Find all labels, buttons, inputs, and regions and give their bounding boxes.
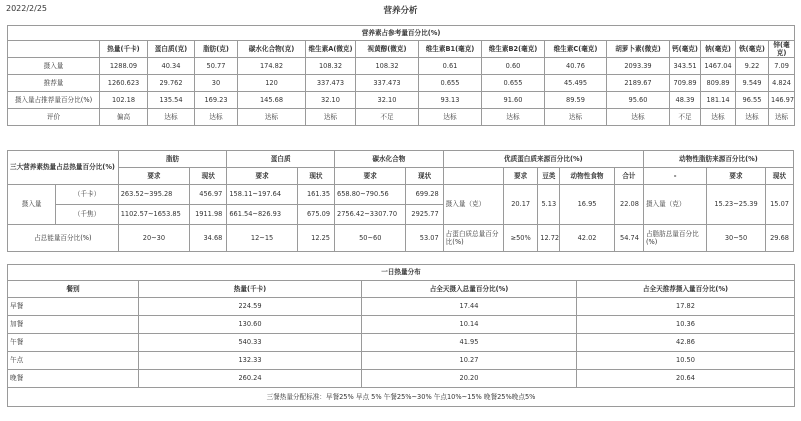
nutrient-value-cell: 达标	[306, 109, 356, 126]
animal-pct-req: 30~50	[707, 225, 765, 252]
meal-header-row	[8, 281, 795, 298]
nutrient-value-cell: 0.655	[419, 75, 482, 92]
meal-distribution-table	[7, 264, 795, 407]
meal-value-cell: 42.86	[577, 334, 795, 352]
nutrient-value-cell: 不足	[356, 109, 419, 126]
meal-value-cell: 540.33	[139, 334, 362, 352]
table-row	[8, 370, 795, 388]
blank-header	[443, 168, 503, 185]
nutrient-value-cell: 809.89	[701, 75, 736, 92]
nutrient-value-cell: 达标	[607, 109, 670, 126]
intake-label: 摄入量	[8, 185, 56, 225]
nutrient-value-cell: 50.77	[195, 58, 238, 75]
page-title: 营养分析	[383, 6, 418, 16]
quality-pct-animal: 42.02	[560, 225, 614, 252]
nutrient-value-cell: 1288.09	[100, 58, 148, 75]
nutrient-col-header: 维生素B1(毫克)	[419, 41, 482, 58]
table-row	[8, 334, 795, 352]
protein-pct-req: 12~15	[227, 225, 297, 252]
current-header: 现状	[297, 168, 334, 185]
meal-value-cell: 17.44	[362, 298, 577, 316]
nutrient-col-header: 热量(千卡)	[100, 41, 148, 58]
nutrient-col-header: 蛋白质(克)	[148, 41, 195, 58]
protein-pct-cur: 12.25	[297, 225, 334, 252]
requirement-header: 要求	[227, 168, 297, 185]
nutrient-value-cell: 120	[238, 75, 306, 92]
nutrient-col-header: 脂肪(克)	[195, 41, 238, 58]
row-label: 摄入量	[8, 58, 100, 75]
meal-value-cell: 20.64	[577, 370, 795, 388]
requirement-header: 要求	[335, 168, 406, 185]
nutrient-value-cell: 108.32	[306, 58, 356, 75]
nutrient-value-cell: 0.60	[482, 58, 545, 75]
animal-intake-label: 摄入量（克）	[643, 185, 706, 225]
nutrient-value-cell: 30	[195, 75, 238, 92]
nutrient-value-cell: 达标	[545, 109, 607, 126]
nutrient-value-cell: 7.09	[769, 58, 795, 75]
animal-pct-cur: 29.68	[765, 225, 793, 252]
quality-col-header: 动物性食物	[560, 168, 614, 185]
nutrient-col-header: 胡萝卜素(微克)	[607, 41, 670, 58]
nutrient-value-cell: 93.13	[419, 92, 482, 109]
meal-col-header: 占全天推荐摄入量百分比(%)	[577, 281, 795, 298]
protein-kj-req: 661.54~826.93	[227, 205, 297, 225]
corner-cell	[8, 41, 100, 58]
fat-kj-cur: 1911.98	[190, 205, 227, 225]
nutrient-value-cell: 89.59	[545, 92, 607, 109]
nutrient-col-header: 锌(毫克)	[769, 41, 795, 58]
nutrient-value-cell: 4.824	[769, 75, 795, 92]
quality-intake-animal: 16.95	[560, 185, 614, 225]
nutrient-col-header: 碳水化合物(克)	[238, 41, 306, 58]
carb-pct-cur: 53.07	[406, 225, 443, 252]
nutrient-value-cell: 29.762	[148, 75, 195, 92]
nutrient-value-cell: 181.14	[701, 92, 736, 109]
meal-value-cell: 10.27	[362, 352, 577, 370]
animal-col-header: 现状	[765, 168, 793, 185]
meal-value-cell: 17.82	[577, 298, 795, 316]
quality-col-header: 豆类	[538, 168, 560, 185]
quality-pct-label: 占蛋白质总量百分比(%)	[443, 225, 503, 252]
nutrient-table-title: 营养素占参考量百分比(%)	[8, 26, 795, 41]
current-header: 现状	[190, 168, 227, 185]
fat-pct-req: 20~30	[118, 225, 189, 252]
meal-name: 加餐	[8, 316, 139, 334]
nutrient-col-header: 维生素C(毫克)	[545, 41, 607, 58]
row-label: 摄入量占推荐量百分比(%)	[8, 92, 100, 109]
protein-kcal-cur: 161.35	[297, 185, 334, 205]
current-header: 现状	[406, 168, 443, 185]
macro-energy-table	[7, 150, 794, 252]
quality-pct-total: 54.74	[614, 225, 643, 252]
nutrient-value-cell: 91.60	[482, 92, 545, 109]
table-row	[8, 109, 795, 126]
nutrient-value-cell: 169.23	[195, 92, 238, 109]
nutrient-value-cell: 达标	[769, 109, 795, 126]
quality-intake-beans: 5.13	[538, 185, 560, 225]
meal-value-cell: 224.59	[139, 298, 362, 316]
nutrient-value-cell: 达标	[482, 109, 545, 126]
nutrient-value-cell: 偏高	[100, 109, 148, 126]
carb-kcal-cur: 699.28	[406, 185, 443, 205]
nutrient-col-header: 视黄醇(微克)	[356, 41, 419, 58]
fat-pct-cur: 34.68	[190, 225, 227, 252]
nutrient-value-cell: 709.89	[670, 75, 701, 92]
nutrient-reference-table	[7, 25, 795, 126]
macro-corner-label: 三大营养素热量占总热量百分比(%)	[8, 151, 119, 185]
quality-pct-req: ≥50%	[504, 225, 538, 252]
nutrient-value-cell: 1467.04	[701, 58, 736, 75]
nutrient-value-cell: 2189.67	[607, 75, 670, 92]
nutrient-value-cell: 达标	[419, 109, 482, 126]
nutrient-value-cell: 337.473	[306, 75, 356, 92]
quality-intake-req: 20.17	[504, 185, 538, 225]
nutrient-value-cell: 48.39	[670, 92, 701, 109]
nutrient-value-cell: 145.68	[238, 92, 306, 109]
meal-name: 午餐	[8, 334, 139, 352]
carb-pct-req: 50~60	[335, 225, 406, 252]
carb-kcal-req: 658.80~790.56	[335, 185, 406, 205]
nutrient-value-cell: 达标	[195, 109, 238, 126]
nutrient-value-cell: 102.18	[100, 92, 148, 109]
meal-value-cell: 10.50	[577, 352, 795, 370]
animal-intake-cur: 15.07	[765, 185, 793, 225]
kj-unit: （千焦）	[56, 205, 118, 225]
protein-header: 蛋白质	[227, 151, 335, 168]
table-row	[8, 298, 795, 316]
nutrient-value-cell: 40.76	[545, 58, 607, 75]
animal-intake-req: 15.23~25.39	[707, 185, 765, 225]
meal-col-header: 热量(千卡)	[139, 281, 362, 298]
meal-name: 晚餐	[8, 370, 139, 388]
nutrient-value-cell: 146.97	[769, 92, 795, 109]
table-row	[8, 75, 795, 92]
animal-col-header: 要求	[707, 168, 765, 185]
nutrient-col-header: 维生素A(微克)	[306, 41, 356, 58]
meal-value-cell: 130.60	[139, 316, 362, 334]
table-row	[8, 58, 795, 75]
fat-kj-req: 1102.57~1653.85	[118, 205, 189, 225]
nutrient-value-cell: 174.82	[238, 58, 306, 75]
meal-col-header: 占全天摄入总量百分比(%)	[362, 281, 577, 298]
quality-intake-label: 摄入量（克）	[443, 185, 503, 225]
row-label: 评价	[8, 109, 100, 126]
nutrient-col-header: 铁(毫克)	[736, 41, 769, 58]
quality-col-header: 合计	[614, 168, 643, 185]
quality-pct-beans: 12.72	[538, 225, 560, 252]
nutrient-value-cell: 达标	[701, 109, 736, 126]
meal-value-cell: 260.24	[139, 370, 362, 388]
carb-kj-req: 2756.42~3307.70	[335, 205, 406, 225]
nutrient-value-cell: 2093.39	[607, 58, 670, 75]
nutrient-value-cell: 95.60	[607, 92, 670, 109]
report-date: 2022/2/25	[6, 4, 48, 13]
meal-value-cell: 132.33	[139, 352, 362, 370]
nutrient-value-cell: 32.10	[356, 92, 419, 109]
meal-value-cell: 10.14	[362, 316, 577, 334]
meal-value-cell: 20.20	[362, 370, 577, 388]
energy-pct-label: 占总能量百分比(%)	[8, 225, 119, 252]
animal-pct-label: 占脂肪总量百分比(%)	[643, 225, 706, 252]
animal-fat-header: 动物性脂肪来源百分比(%)	[643, 151, 793, 168]
fat-kcal-req: 263.52~395.28	[118, 185, 189, 205]
nutrient-value-cell: 0.655	[482, 75, 545, 92]
nutrient-col-header: 维生素B2(毫克)	[482, 41, 545, 58]
meal-standard-note: 三餐热量分配标准：早餐25% 早点 5% 午餐25%~30% 午点10%~15% 晚餐25%晚点5%	[8, 388, 795, 407]
nutrient-header-row	[8, 41, 795, 58]
nutrient-value-cell: 337.473	[356, 75, 419, 92]
nutrient-value-cell: 不足	[670, 109, 701, 126]
table-row	[8, 352, 795, 370]
carb-header: 碳水化合物	[335, 151, 444, 168]
nutrient-value-cell: 达标	[238, 109, 306, 126]
protein-kj-cur: 675.09	[297, 205, 334, 225]
nutrient-col-header: 钠(毫克)	[701, 41, 736, 58]
nutrient-value-cell: 135.54	[148, 92, 195, 109]
nutrient-col-header: 钙(毫克)	[670, 41, 701, 58]
meal-value-cell: 10.36	[577, 316, 795, 334]
requirement-header: 要求	[118, 168, 189, 185]
nutrient-value-cell: 0.61	[419, 58, 482, 75]
nutrient-value-cell: 32.10	[306, 92, 356, 109]
quality-col-header: 要求	[504, 168, 538, 185]
fat-header: 脂肪	[118, 151, 227, 168]
nutrient-value-cell: 108.32	[356, 58, 419, 75]
table-row	[8, 316, 795, 334]
nutrient-value-cell: 1260.623	[100, 75, 148, 92]
kcal-unit: （千卡）	[56, 185, 118, 205]
meal-table-title: 一日热量分布	[8, 265, 795, 281]
nutrient-value-cell: 96.55	[736, 92, 769, 109]
quality-intake-total: 22.08	[614, 185, 643, 225]
carb-kj-cur: 2925.77	[406, 205, 443, 225]
meal-value-cell: 41.95	[362, 334, 577, 352]
meal-name: 早餐	[8, 298, 139, 316]
fat-kcal-cur: 456.97	[190, 185, 227, 205]
nutrient-value-cell: 达标	[736, 109, 769, 126]
nutrient-value-cell: 40.34	[148, 58, 195, 75]
nutrient-value-cell: 9.22	[736, 58, 769, 75]
table-row	[8, 92, 795, 109]
nutrient-value-cell: 达标	[148, 109, 195, 126]
protein-kcal-req: 158.11~197.64	[227, 185, 297, 205]
row-label: 推荐量	[8, 75, 100, 92]
meal-name: 午点	[8, 352, 139, 370]
nutrient-value-cell: 9.549	[736, 75, 769, 92]
quality-protein-header: 优质蛋白质来源百分比(%)	[443, 151, 643, 168]
meal-col-header: 餐别	[8, 281, 139, 298]
nutrient-value-cell: 45.495	[545, 75, 607, 92]
nutrient-value-cell: 343.51	[670, 58, 701, 75]
animal-col-header: -	[643, 168, 706, 185]
